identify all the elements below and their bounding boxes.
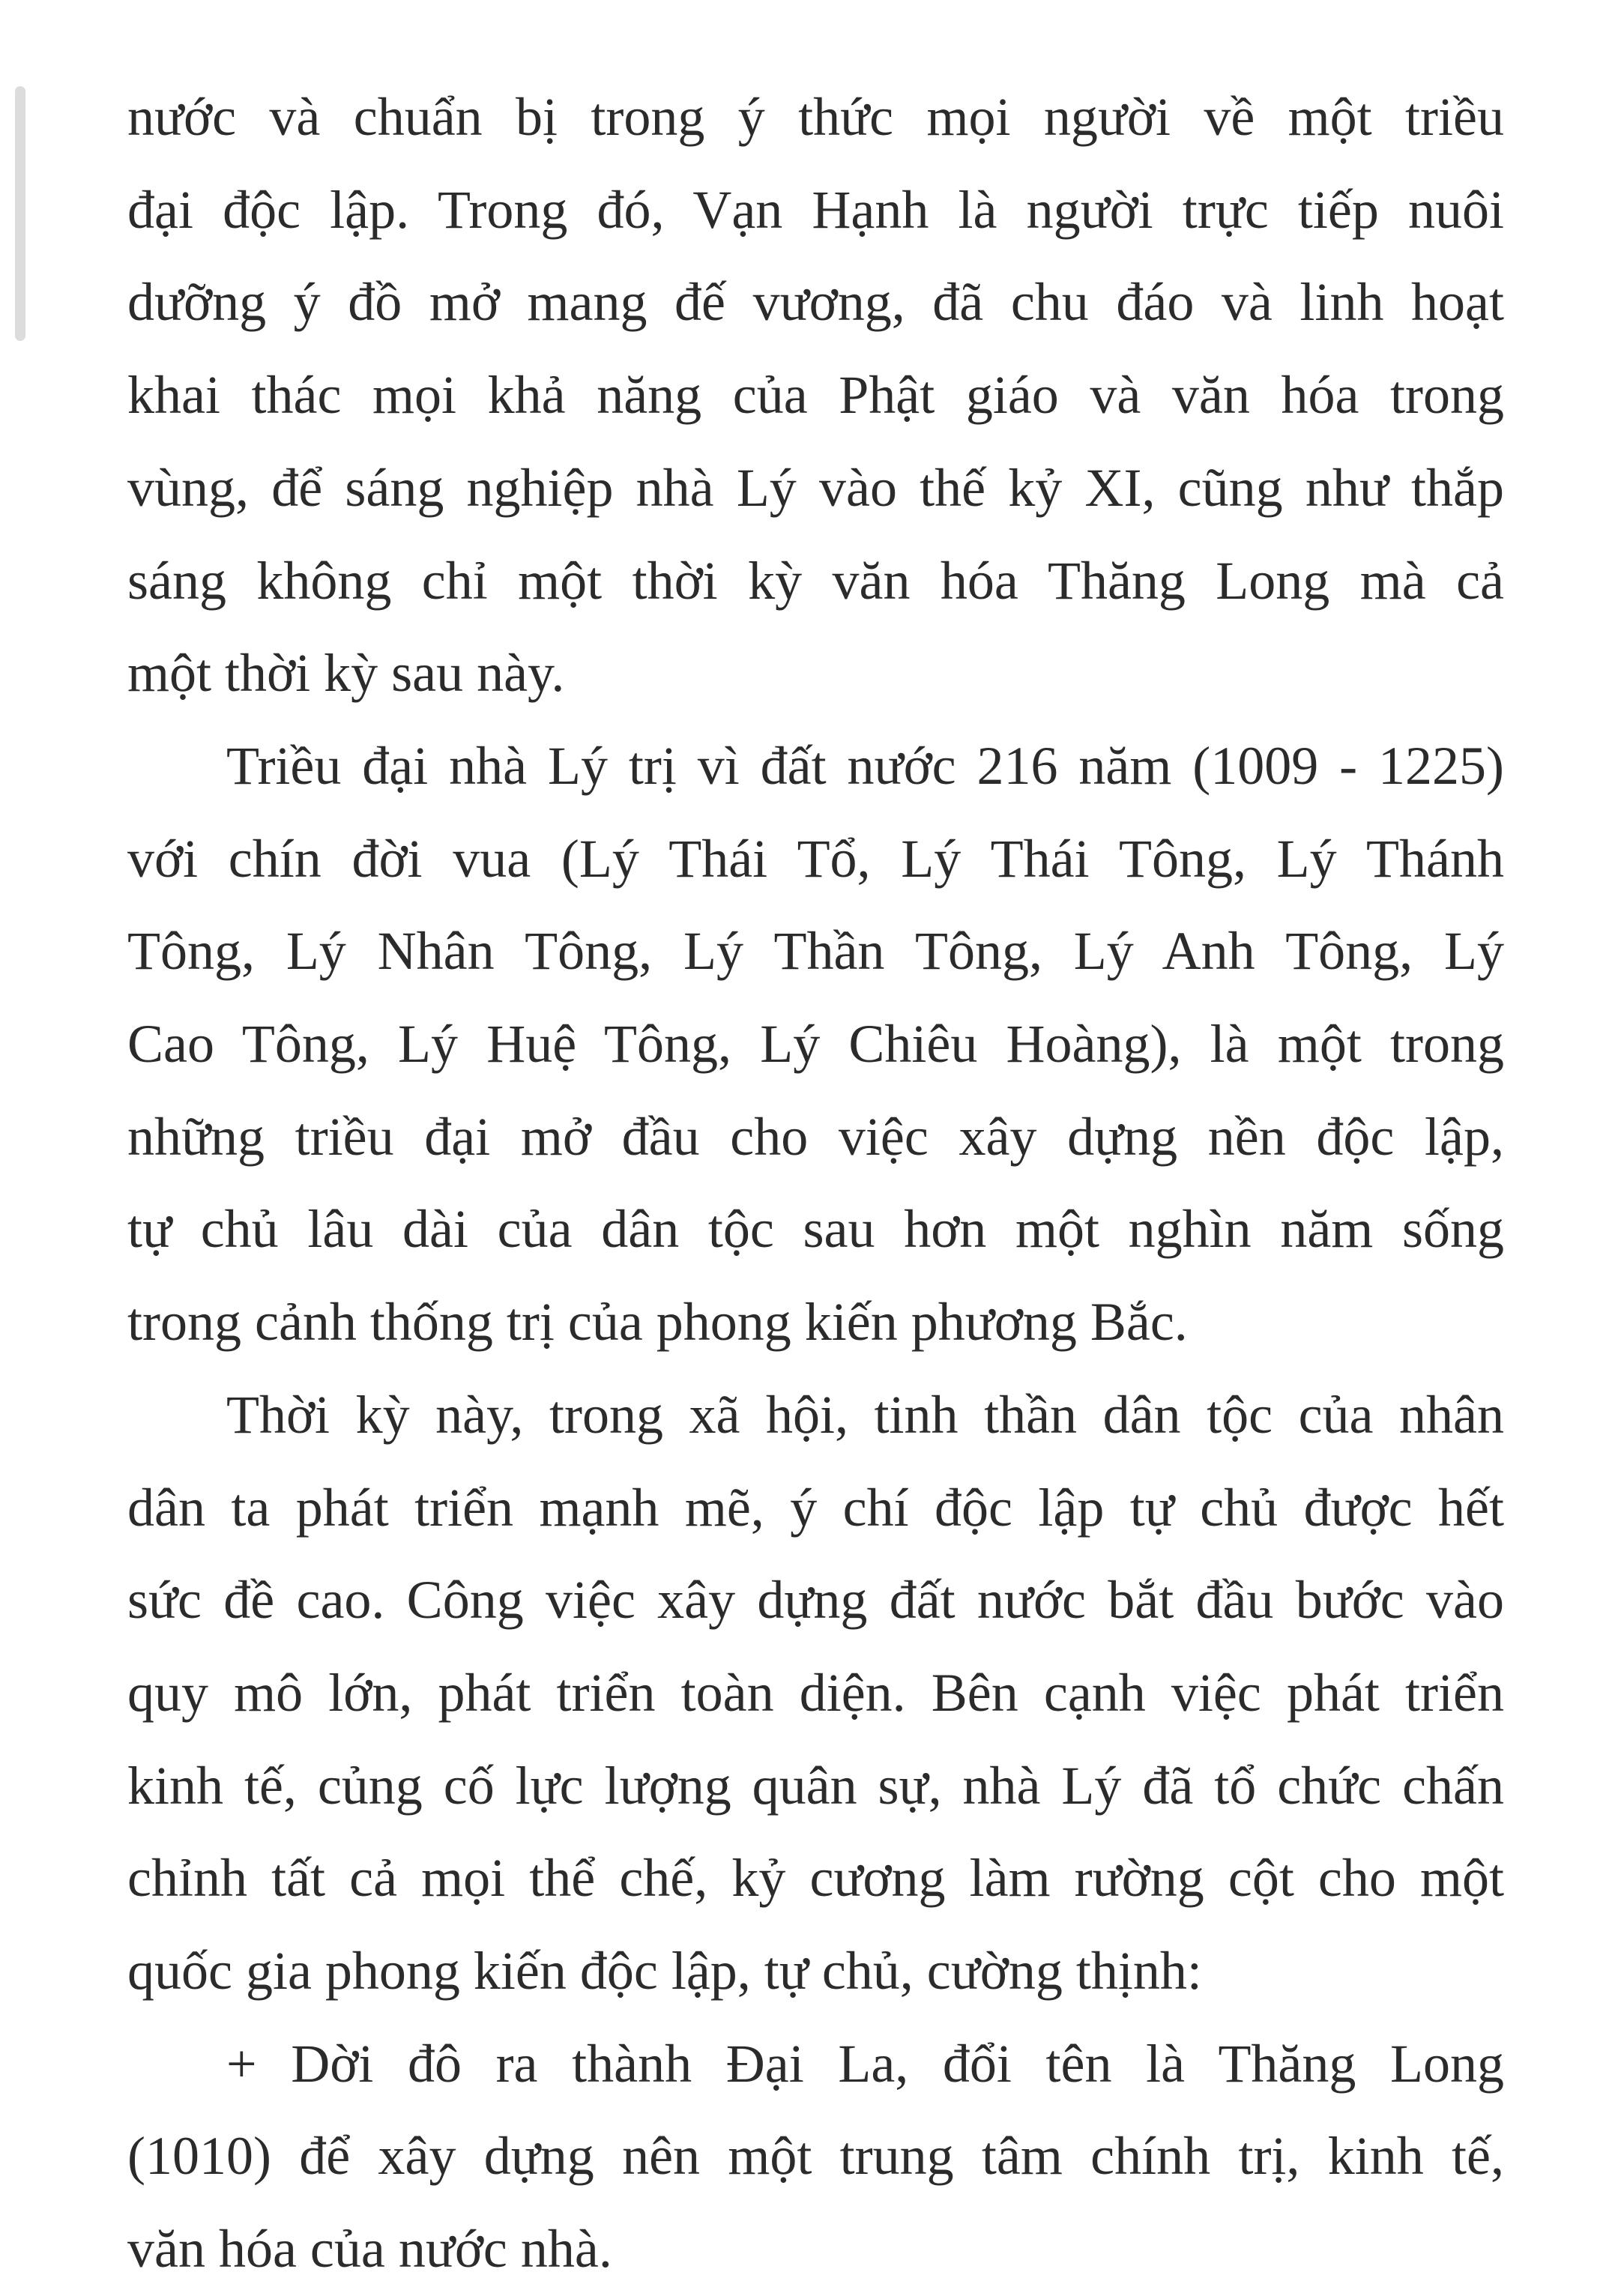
text-line: với chín đời vua (Lý Thái Tổ, Lý Thái Tông, Lý Thánh (127, 828, 1504, 889)
document-page (127, 71, 1504, 2296)
text-line: tự chủ lâu dài của dân tộc sau hơn một nghìn năm sống (127, 1199, 1504, 1260)
scrollbar[interactable] (15, 86, 25, 341)
paragraph-2 (127, 720, 1504, 1369)
text-line: chỉnh tất cả mọi thể chế, kỷ cương làm rường cột cho một (127, 1848, 1504, 1909)
text-line: những triều đại mở đầu cho việc xây dựng nền độc lập, (127, 1106, 1504, 1167)
text-line: đại độc lập. Trong đó, Vạn Hạnh là người trực tiếp nuôi (127, 179, 1504, 240)
text-line: vùng, để sáng nghiệp nhà Lý vào thế kỷ XI, cũng như thắp (127, 457, 1504, 518)
paragraph-4 (127, 2018, 1504, 2296)
text-line: một thời kỳ sau này. (127, 643, 565, 704)
text-line: Tông, Lý Nhân Tông, Lý Thần Tông, Lý Anh Tông, Lý (127, 921, 1504, 982)
text-line: trong cảnh thống trị của phong kiến phương Bắc. (127, 1292, 1188, 1353)
text-line: nước và chuẩn bị trong ý thức mọi người về một triều (127, 87, 1504, 147)
paragraph-3 (127, 1369, 1504, 2018)
text-line: quy mô lớn, phát triển toàn diện. Bên cạnh việc phát triển (127, 1662, 1504, 1723)
text-line: kinh tế, củng cố lực lượng quân sự, nhà Lý đã tổ chức chấn (127, 1755, 1504, 1816)
text-line: Cao Tông, Lý Huệ Tông, Lý Chiêu Hoàng), là một trong (127, 1014, 1504, 1075)
text-line: + Dời đô ra thành Đại La, đổi tên là Thăng Long (226, 2033, 1504, 2094)
text-line: quốc gia phong kiến độc lập, tự chủ, cường thịnh: (127, 1941, 1202, 2002)
text-line: Triều đại nhà Lý trị vì đất nước 216 năm (1009 - 1225) (226, 735, 1504, 796)
text-line: dưỡng ý đồ mở mang đế vương, đã chu đáo và linh hoạt (127, 272, 1504, 333)
text-line: văn hóa của nước nhà. (127, 2219, 612, 2280)
text-line: sáng không chỉ một thời kỳ văn hóa Thăng Long mà cả (127, 550, 1504, 611)
text-line: sức đề cao. Công việc xây dựng đất nước bắt đầu bước vào (127, 1570, 1504, 1631)
paragraph-1 (127, 71, 1504, 720)
text-line: (1010) để xây dựng nên một trung tâm chính trị, kinh tế, (127, 2126, 1504, 2187)
text-line: dân ta phát triển mạnh mẽ, ý chí độc lập tự chủ được hết (127, 1477, 1504, 1538)
text-line: Thời kỳ này, trong xã hội, tinh thần dân tộc của nhân (226, 1384, 1504, 1445)
text-line: khai thác mọi khả năng của Phật giáo và văn hóa trong (127, 365, 1504, 426)
